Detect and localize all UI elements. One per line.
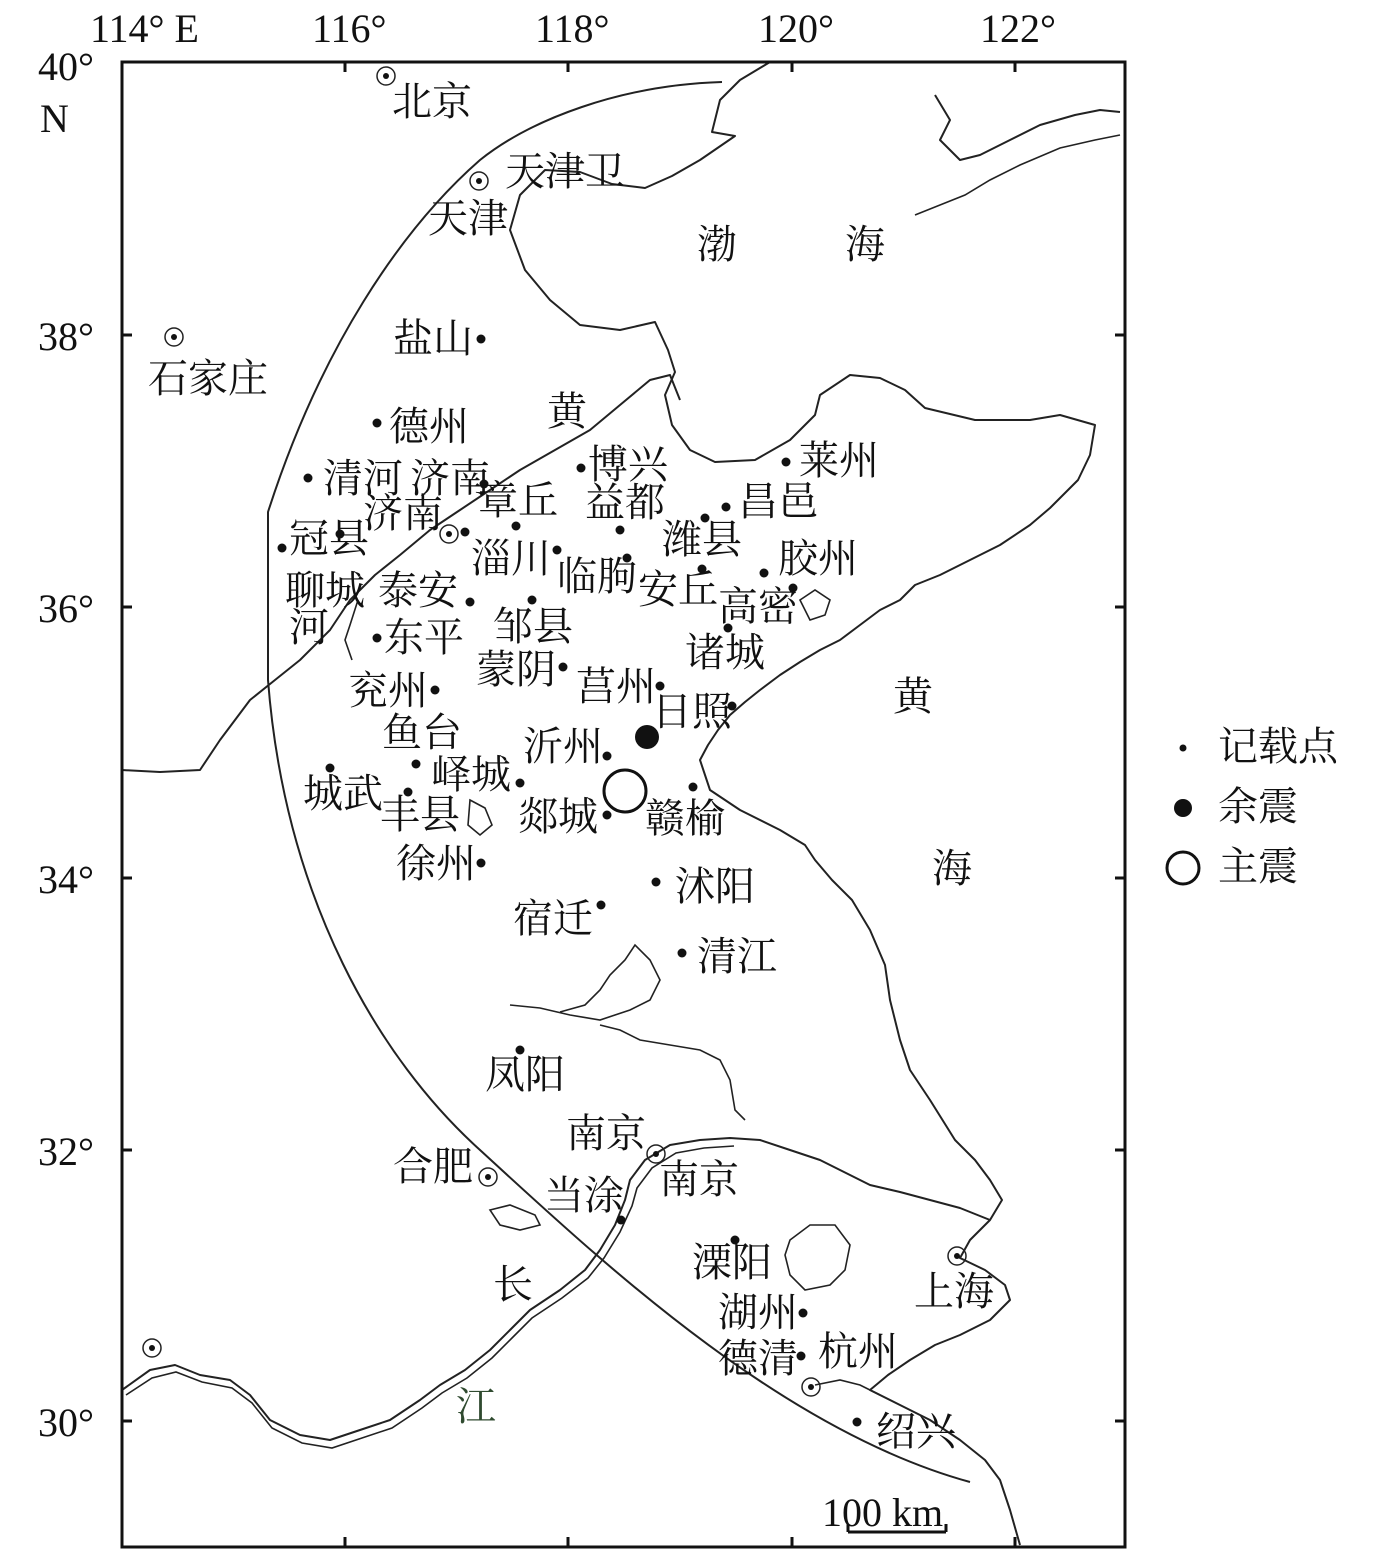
city-label-shanghai: 上海 bbox=[914, 1269, 994, 1315]
city-label-yicheng: 峄城 bbox=[431, 752, 511, 798]
lat-label-38: 38° bbox=[38, 314, 94, 359]
city-label-ganyu: 赣榆 bbox=[645, 796, 725, 842]
lon-label-120: 120° bbox=[758, 6, 834, 51]
city-label-he: 河 bbox=[289, 605, 329, 651]
city-label-tianjinwei: 天津卫 bbox=[505, 149, 625, 195]
city-label-linqu: 临朐 bbox=[557, 554, 637, 600]
city-label-jinan-2: 济南 bbox=[363, 491, 443, 537]
city-label-dezhou: 德州 bbox=[389, 404, 469, 450]
record-point bbox=[597, 901, 606, 910]
record-point bbox=[678, 949, 687, 958]
city-label-hangzhou: 杭州 bbox=[818, 1329, 898, 1375]
city-label-zhucheng: 诸城 bbox=[685, 630, 765, 676]
city-label-guanxian: 冠县 bbox=[289, 516, 369, 562]
lat-label-34: 34° bbox=[38, 857, 94, 902]
city-label-fengyang: 凤阳 bbox=[485, 1052, 565, 1098]
city-label-liyang: 溧阳 bbox=[692, 1240, 772, 1286]
record-point bbox=[373, 634, 382, 643]
lat-label-40: 40° bbox=[38, 44, 94, 89]
city-label-shuyang: 沭阳 bbox=[675, 864, 755, 910]
legend-aftershock-label: 余震 bbox=[1218, 784, 1298, 830]
city-label-nanjing-2: 南京 bbox=[659, 1157, 739, 1203]
city-label-chengwu: 城武 bbox=[303, 771, 383, 817]
legend-record-label: 记载点 bbox=[1218, 724, 1338, 770]
lat-label-30: 30° bbox=[38, 1400, 94, 1445]
city-label-beijing: 北京 bbox=[392, 79, 472, 125]
city-label-fengxian: 丰县 bbox=[380, 792, 460, 838]
top-axis-labels bbox=[90, 6, 1056, 51]
city-label-jinan-1: 济南 bbox=[410, 456, 490, 502]
record-point bbox=[799, 1309, 808, 1318]
city-label-zhangqiu: 章丘 bbox=[478, 478, 558, 524]
capital-marker bbox=[802, 1378, 820, 1396]
record-point bbox=[477, 859, 486, 868]
record-point bbox=[603, 811, 612, 820]
legend-aftershock-symbol bbox=[1174, 799, 1192, 817]
lon-label-118: 118° bbox=[535, 6, 610, 51]
river-label-huang: 黄 bbox=[547, 389, 587, 435]
record-point bbox=[477, 335, 486, 344]
city-label-dangtu: 当涂 bbox=[544, 1173, 624, 1219]
city-label-dongping: 东平 bbox=[384, 615, 464, 661]
city-label-yutai: 鱼台 bbox=[382, 710, 462, 756]
legend-record-symbol bbox=[1180, 745, 1187, 752]
left-axis-labels bbox=[38, 44, 94, 1445]
city-label-chang: 长 bbox=[493, 1262, 533, 1308]
city-label-hefei: 合肥 bbox=[393, 1144, 473, 1190]
city-label-juzhou: 莒州 bbox=[576, 664, 656, 710]
lat-label-36: 36° bbox=[38, 586, 94, 631]
river-label-jiang: 江 bbox=[456, 1384, 496, 1430]
city-label-laizhou: 莱州 bbox=[799, 438, 879, 484]
sea-label-huang: 黄 bbox=[893, 674, 933, 720]
record-point bbox=[431, 686, 440, 695]
city-label-yizhou: 沂州 bbox=[523, 724, 603, 770]
legend bbox=[1167, 724, 1339, 890]
city-label-qinghe: 清河 bbox=[323, 456, 403, 502]
city-label-shijiazhuang: 石家庄 bbox=[148, 356, 268, 402]
record-point bbox=[278, 544, 287, 553]
city-label-deqing: 德清 bbox=[718, 1336, 798, 1382]
city-label-yidu: 益都 bbox=[585, 480, 665, 526]
record-point bbox=[461, 528, 470, 537]
city-label-shaoxing: 绍兴 bbox=[876, 1409, 956, 1455]
scale-bar bbox=[822, 1490, 946, 1535]
city-label-jiaozhou: 胶州 bbox=[778, 536, 858, 582]
city-label-tancheng: 郯城 bbox=[518, 794, 598, 840]
city-label-taian: 泰安 bbox=[378, 568, 458, 614]
city-label-anqiu: 安丘 bbox=[638, 567, 718, 613]
lon-label-122: 122° bbox=[980, 6, 1056, 51]
mainshock-marker bbox=[604, 770, 646, 812]
sea-label-hai-2: 海 bbox=[932, 846, 972, 892]
city-label-rizhao: 日照 bbox=[652, 689, 732, 735]
city-label-zichuan: 淄川 bbox=[471, 536, 551, 582]
record-point bbox=[722, 503, 731, 512]
record-point bbox=[853, 1418, 862, 1427]
city-label-liaocheng: 聊城 bbox=[285, 568, 365, 614]
city-label-mengyin: 蒙阴 bbox=[476, 647, 556, 693]
record-point bbox=[782, 458, 791, 467]
capital-marker bbox=[143, 1339, 161, 1357]
city-label-zouxian: 邹县 bbox=[493, 604, 573, 650]
city-label-xuzhou: 徐州 bbox=[396, 841, 476, 887]
record-point bbox=[516, 779, 525, 788]
city-label-weixian: 潍县 bbox=[662, 517, 742, 563]
sea-label-bo: 渤 bbox=[697, 222, 737, 268]
city-label-yanshan: 盐山 bbox=[393, 316, 473, 362]
record-point bbox=[559, 663, 568, 672]
capital-marker bbox=[470, 172, 488, 190]
record-point bbox=[373, 419, 382, 428]
city-label-gaomi: 高密 bbox=[718, 584, 798, 630]
city-label-boxing: 博兴 bbox=[588, 442, 668, 488]
city-label-suqian: 宿迁 bbox=[513, 896, 593, 942]
capital-marker bbox=[948, 1247, 966, 1265]
sea-label-hai: 海 bbox=[845, 222, 885, 268]
record-point bbox=[304, 474, 313, 483]
city-label-tianjin: 天津 bbox=[428, 196, 508, 242]
lat-label-32: 32° bbox=[38, 1129, 94, 1174]
lon-label-114: 114° E bbox=[90, 6, 199, 51]
legend-mainshock-label: 主震 bbox=[1218, 844, 1298, 890]
record-point bbox=[760, 569, 769, 578]
record-point bbox=[577, 464, 586, 473]
record-point bbox=[603, 752, 612, 761]
record-point bbox=[412, 760, 421, 769]
record-point bbox=[689, 783, 698, 792]
capital-marker bbox=[479, 1168, 497, 1186]
record-point bbox=[466, 598, 475, 607]
legend-mainshock-symbol bbox=[1167, 852, 1199, 884]
record-point bbox=[652, 878, 661, 887]
record-point bbox=[616, 526, 625, 535]
city-label-yanzhou: 兖州 bbox=[348, 668, 428, 714]
city-label-qingjiang: 清江 bbox=[697, 934, 777, 980]
lon-label-116: 116° bbox=[312, 6, 387, 51]
scale-label: 100 km bbox=[822, 1490, 944, 1535]
lat-label-n: N bbox=[40, 96, 69, 141]
capital-marker bbox=[165, 328, 183, 346]
city-labels bbox=[148, 79, 994, 1455]
city-label-changyi: 昌邑 bbox=[738, 479, 818, 525]
city-label-huzhou: 湖州 bbox=[718, 1290, 798, 1336]
city-label-nanjing-1: 南京 bbox=[566, 1111, 646, 1157]
